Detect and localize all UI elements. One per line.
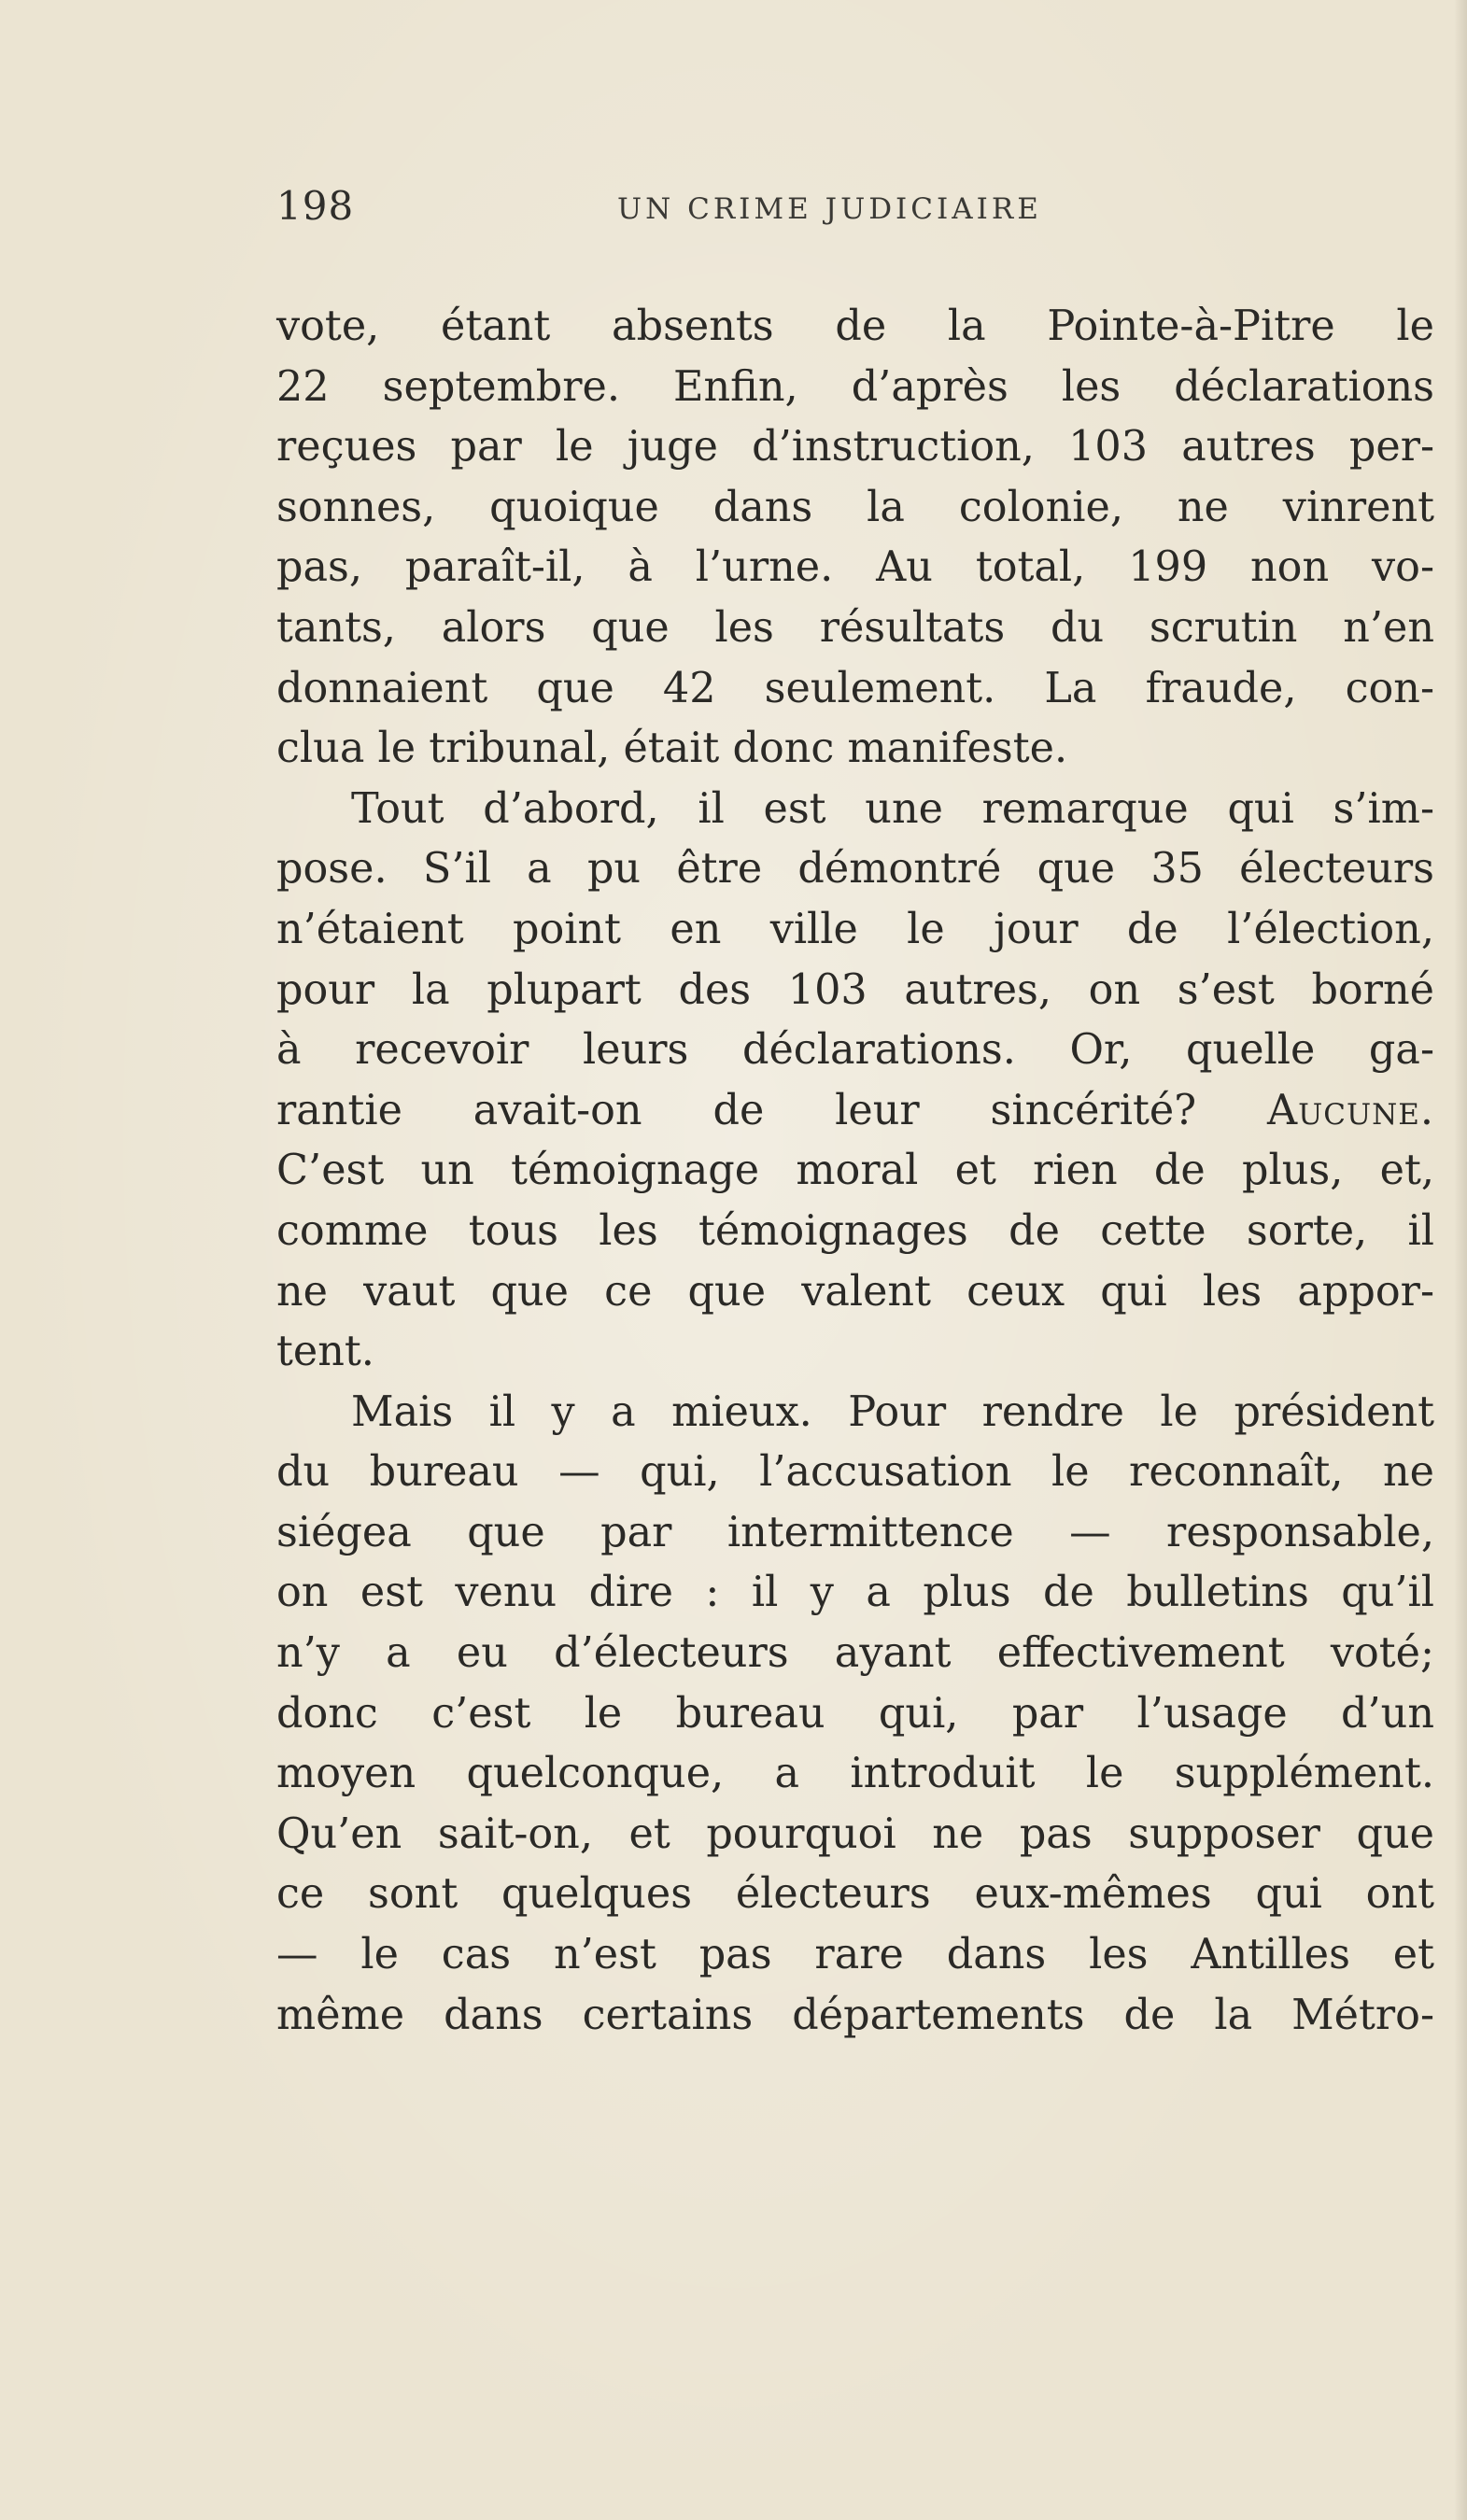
text-line: C’est un témoignage moral et rien de plus, et,	[276, 1147, 1434, 1195]
text-line: tent.	[276, 1328, 374, 1376]
text-line: moyen quelconque, a introduit le supplément.	[276, 1750, 1434, 1798]
text-line	[276, 1081, 1434, 1142]
text-line: on est venu dire : il y a plus de bulletins qu’il	[276, 1569, 1434, 1617]
running-title: UN CRIME JUDICIAIRE	[617, 192, 1042, 226]
text-line-part: rantie avait-on de leur sincérité?	[276, 1086, 1197, 1134]
text-line: clua le tribunal, était donc manifeste.	[276, 725, 1068, 773]
text-line: du bureau — qui, l’accusation le reconnaît, ne	[276, 1448, 1434, 1497]
page-number: 198	[276, 183, 355, 229]
text-line: — le cas n’est pas rare dans les Antilles et	[276, 1931, 1434, 1979]
text-line: Tout d’abord, il est une remarque qui s’im-	[351, 784, 1434, 833]
text-line: à recevoir leurs déclarations. Or, quelle ga-	[276, 1026, 1434, 1075]
text-line: même dans certains départements de la Métro-	[276, 1991, 1434, 2039]
text-line: pose. S’il a pu être démontré que 35 électeurs	[276, 845, 1434, 894]
text-line: donc c’est le bureau qui, par l’usage d’un	[276, 1689, 1434, 1738]
text-line: ce sont quelques électeurs eux-mêmes qui ont	[276, 1870, 1434, 1919]
text-line: comme tous les témoignages de cette sorte, il	[276, 1206, 1434, 1255]
text-line: n’y a eu d’électeurs ayant effectivement voté;	[276, 1629, 1434, 1678]
text-line: vote, étant absents de la Pointe-à-Pitre le	[276, 303, 1434, 350]
text-line: Mais il y a mieux. Pour rendre le président	[351, 1387, 1434, 1436]
text-line: Qu’en sait-on, et pourquoi ne pas supposer que	[276, 1809, 1434, 1858]
text-line: pour la plupart des 103 autres, on s’est borné	[276, 965, 1434, 1014]
text-line: n’étaient point en ville le jour de l’élection,	[276, 905, 1434, 953]
text-line: tants, alors que les résultats du scrutin n’en	[276, 603, 1434, 652]
text-line: donnaient que 42 seulement. La fraude, con-	[276, 664, 1434, 712]
page-edge-shadow	[1454, 0, 1467, 2520]
emphasis-word: Aucune.	[1266, 1086, 1434, 1134]
running-header	[276, 183, 1434, 239]
text-line: reçues par le juge d’instruction, 103 autres per-	[276, 423, 1434, 472]
text-line: ne vaut que ce que valent ceux qui les appor-	[276, 1267, 1434, 1316]
body-text	[276, 297, 1434, 2046]
text-line: 22 septembre. Enfin, d’après les déclarations	[276, 362, 1434, 411]
text-line: pas, paraît-il, à l’urne. Au total, 199 non vo-	[276, 543, 1434, 592]
text-line: sonnes, quoique dans la colonie, ne vinrent	[276, 483, 1434, 531]
text-line: siégea que par intermittence — responsable,	[276, 1508, 1434, 1556]
